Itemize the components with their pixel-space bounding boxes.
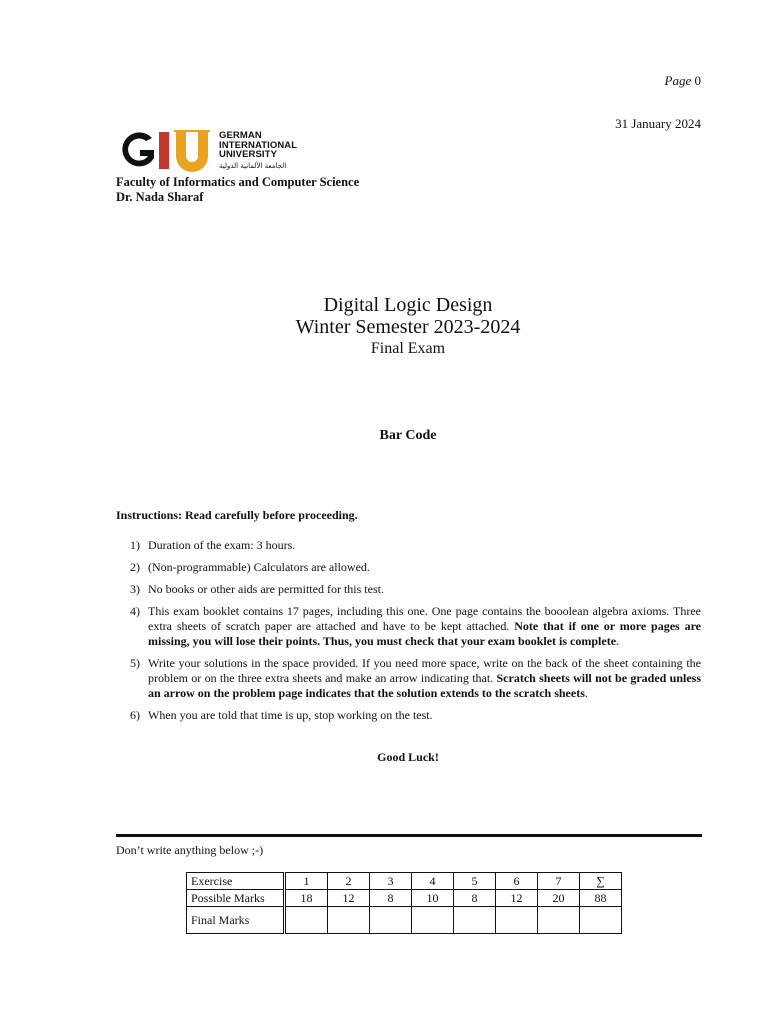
final-mark-cell[interactable]	[496, 907, 538, 934]
marks-table	[186, 872, 622, 934]
list-item: 1) Duration of the exam: 3 hours.	[130, 538, 296, 552]
exam-date: 31 January 2024	[615, 116, 701, 131]
instructor-name: Dr. Nada Sharaf	[116, 190, 204, 204]
instructions-heading: Instructions: Read carefully before proceeding.	[116, 508, 358, 522]
exam-type: Final Exam	[370, 340, 446, 357]
list-item: 6) When you are told that time is up, stop working on the test.	[130, 708, 433, 722]
university-name-arabic: الجامعة الألمانية الدولية	[219, 162, 287, 170]
course-title: Digital Logic Design	[323, 294, 493, 316]
list-item: 5) Write your solutions in the space provided. If you need more space, write on the back of the sheet containing the problem or on the three extra sheets and make an arrow indicating that. Scratch sheets will not be graded unless an arrow on the problem page indicates that the solution extends to the scratch sheets.	[130, 656, 701, 700]
table-row: Exercise 1 2 3 4 5 6 7 ∑	[187, 873, 622, 890]
semester-title: Winter Semester 2023-2024	[295, 316, 521, 338]
instructions-list	[130, 538, 701, 730]
university-logo	[116, 128, 218, 177]
faculty-name: Faculty of Informatics and Computer Science	[116, 175, 360, 189]
exam-title	[0, 294, 768, 359]
final-mark-cell[interactable]	[370, 907, 412, 934]
page-number-label: Page 0	[664, 73, 701, 88]
final-mark-cell[interactable]	[454, 907, 496, 934]
list-item: 3) No books or other aids are permitted for this test.	[130, 582, 384, 596]
divider	[116, 834, 702, 837]
footer-note: Don’t write anything below ;-)	[116, 843, 264, 857]
table-row: Final Marks	[187, 907, 622, 934]
table-row: Possible Marks 18 12 8 10 8 12 20 88	[187, 890, 622, 907]
final-mark-cell[interactable]	[580, 907, 622, 934]
faculty-block	[116, 175, 359, 205]
barcode-label: Bar Code	[379, 428, 437, 443]
final-mark-cell[interactable]	[412, 907, 454, 934]
final-mark-cell[interactable]	[285, 907, 328, 934]
university-name: GERMAN INTERNATIONAL UNIVERSITY	[219, 130, 298, 160]
sum-symbol: ∑	[580, 873, 622, 890]
list-item: 2) (Non-programmable) Calculators are allowed.	[130, 560, 370, 574]
list-item: 4) This exam booklet contains 17 pages, including this one. One page contains the booolean algebra axioms. Three extra sheets of scratch paper are attached and have to be kept attached. Note that if one or more pages are missing, you will lose their points. Thus, you must check that your exam booklet is complete.	[130, 604, 702, 648]
good-luck-text: Good Luck!	[377, 750, 439, 764]
final-mark-cell[interactable]	[538, 907, 580, 934]
final-mark-cell[interactable]	[328, 907, 370, 934]
